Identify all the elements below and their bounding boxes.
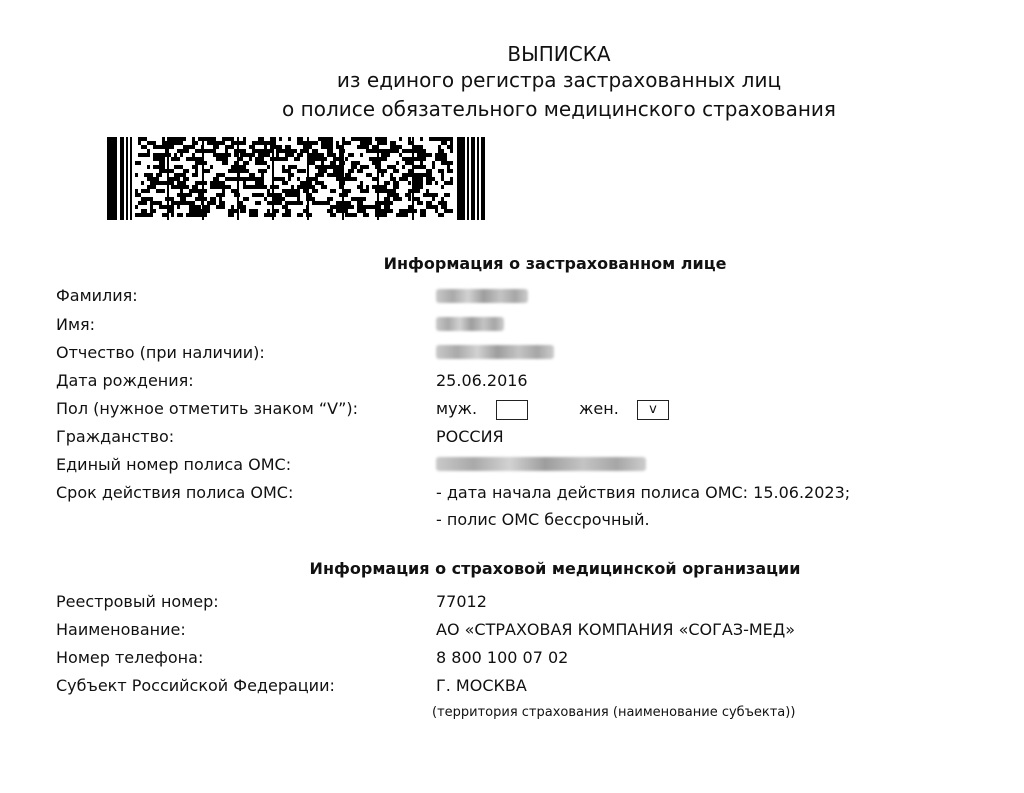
registry-number-label: Реестровый номер: [56,592,219,611]
name-label: Имя: [56,315,96,334]
validity-start: - дата начала действия полиса ОМС: 15.06.2023; [436,483,851,502]
birthdate-label: Дата рождения: [56,371,194,390]
title-line-2: из единого регистра застрахованных лиц [336,68,782,92]
region-note: (территория страхования (наименование субъекта)) [432,705,796,720]
gender-female-checkbox: v [637,400,669,420]
patronymic-label: Отчество (при наличии): [56,343,265,362]
policy-number-redacted [436,457,646,471]
patronymic-redacted [436,345,554,359]
gender-male-label: муж. [436,399,478,418]
insurer-name-value: АО «СТРАХОВАЯ КОМПАНИЯ «СОГАЗ-МЕД» [436,620,796,639]
citizenship-value: РОССИЯ [436,427,504,446]
phone-value: 8 800 100 07 02 [436,648,569,667]
region-label: Субъект Российской Федерации: [56,676,335,695]
gender-label: Пол (нужное отметить знаком “V”): [56,399,359,418]
surname-label: Фамилия: [56,286,138,305]
validity-term: - полис ОМС бессрочный. [436,510,650,529]
citizenship-label: Гражданство: [56,427,175,446]
birthdate-value: 25.06.2016 [436,371,528,390]
validity-label: Срок действия полиса ОМС: [56,483,294,502]
phone-label: Номер телефона: [56,648,204,667]
name-redacted [436,317,504,331]
region-value: Г. МОСКВА [436,676,527,695]
title-line-1: ВЫПИСКА [507,42,611,66]
gender-female-label: жен. [579,399,619,418]
pdf417-barcode [107,137,485,220]
policy-number-label: Единый номер полиса ОМС: [56,455,292,474]
surname-redacted [436,289,528,303]
registry-number-value: 77012 [436,592,487,611]
insurer-name-label: Наименование: [56,620,186,639]
gender-male-checkbox [496,400,528,420]
insurer-heading: Информация о страховой медицинской организации [309,559,801,578]
insured-person-heading: Информация о застрахованном лице [383,254,727,273]
title-line-3: о полисе обязательного медицинского страхования [282,97,836,121]
